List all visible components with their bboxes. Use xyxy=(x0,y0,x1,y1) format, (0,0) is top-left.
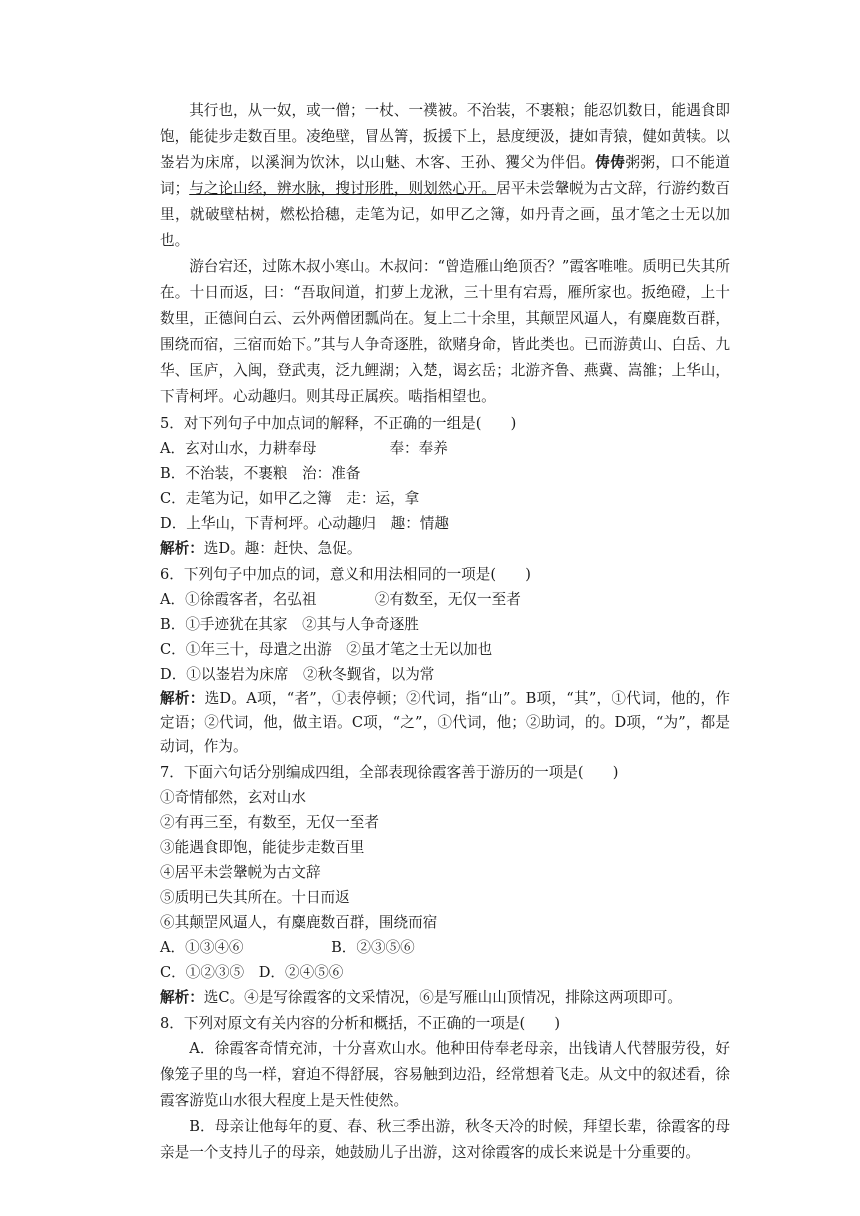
list-item: ①奇情郁然，玄对山水 xyxy=(160,789,306,806)
analysis xyxy=(160,687,730,759)
question-5 xyxy=(160,411,730,561)
option-c: C．①年三十，母遣之出游 ②虽才笔之士无以加也 xyxy=(160,641,493,658)
option-b: B．不治装，不裹粮 治：准备 xyxy=(160,465,361,482)
document-page xyxy=(160,98,730,1166)
text-segment: 居平未尝鞶帨为古文辞，行游约数百里，就破壁枯树，燃松拾穗，走笔为记，如甲乙之簿，如丹青之画，虽才笔之士无以加也。 xyxy=(160,180,730,249)
question-7 xyxy=(160,760,730,1010)
analysis xyxy=(160,536,730,561)
text-segment: 粥粥，口不能道词； xyxy=(160,154,730,197)
question-stem: 8．下列对原文有关内容的分析和概括，不正确的一项是( ) xyxy=(160,1015,561,1032)
list-item: ③能遇食即饱，能徒步走数百里 xyxy=(160,839,365,856)
option-d: D．①以崟岩为床席 ②秋冬觐省，以为常 xyxy=(160,666,435,683)
text-segment: 其行也，从一奴，或一僧；一杖、一襆被。不治装，不裹粮；能忍饥数日，能遇食即饱，能徒步走数百里。凌绝壁，冒丛箐，扳援下上，悬度绠汲，捷如青猿，健如黄犊。以崟岩为床席，以溪涧为饮沐，以山魅、木客、王孙、玃父为伴侣。 xyxy=(160,102,730,171)
analysis-text: 选D。A项，“者”，①表停顿；②代词，指“山”。B项，“其”，①代词，他的，作定语；②代词，他，做主语。C项，“之”，①代词，他；②助词，的。D项，“为”，都是动词，作为。 xyxy=(160,690,730,755)
option-a: A．①徐霞客者，名弘祖 ②有数至，无仅一至者 xyxy=(160,591,521,608)
analysis-label: 解析： xyxy=(160,989,204,1006)
list-item: ④居平未尝鞶帨为古文辞 xyxy=(160,864,321,881)
question-8 xyxy=(160,1011,730,1166)
underlined-text: 与之论山经，辨水脉，搜讨形胜，则划然心开。 xyxy=(189,180,497,197)
question-stem: 6．下列句子中加点的词，意义和用法相同的一项是( ) xyxy=(160,566,531,583)
analysis-label: 解析： xyxy=(160,690,205,707)
option-d: D．上华山，下青柯坪。心动趣归 趣：情趣 xyxy=(160,515,449,532)
options-row-2: C．①②③⑤ D．②④⑤⑥ xyxy=(160,964,344,981)
question-6 xyxy=(160,562,730,759)
analysis-label: 解析： xyxy=(160,540,204,557)
option-a: A．玄对山水，力耕奉母 奉：奉养 xyxy=(160,440,448,457)
list-item: ⑤质明已失其所在。十日而返 xyxy=(160,889,350,906)
list-item: ⑥其颠罡风逼人，有麋鹿数百群，围绕而宿 xyxy=(160,914,438,931)
question-stem: 7．下面六句话分别编成四组，全部表现徐霞客善于游历的一项是( ) xyxy=(160,764,619,781)
analysis-text: 选C。④是写徐霞客的文采情况，⑥是写雁山山顶情况，排除这两项即可。 xyxy=(203,989,682,1006)
option-b: B．母亲让他每年的夏、春、秋三季出游，秋冬天冷的时候，拜望长辈，徐霞客的母亲是一个支持儿子的母亲，她鼓励儿子出游，这对徐霞客的成长来说是十分重要的。 xyxy=(160,1118,730,1161)
option-a: A．徐霞客奇情充沛，十分喜欢山水。他种田侍奉老母亲，出钱请人代替服劳役，好像笼子里的鸟一样，窘迫不得舒展，容易触到边沿，经常想着飞走。从文中的叙述看，徐霞客游览山水很大程度上是天性使然。 xyxy=(160,1040,730,1109)
passage-paragraph-2: 游台宕还，过陈木叔小寒山。木叔问：“曾造雁山绝顶否？”霞客唯唯。质明已失其所在。十日而返，曰：“吾取间道，扪萝上龙湫，三十里有宕焉，雁所家也。扳绝磴，上十数里，正德间白云、云外两僧团瓢尚在。复上二十余里，其颠罡风逼人，有麋鹿数百群，围绕而宿，三宿而始下。”其与人争奇逐胜，欲赌身命，皆此类也。已而游黄山、白岳、九华、匡庐，入闽，登武夷，泛九鲤湖；入楚，谒玄岳；北游齐鲁、燕冀、嵩雒；上华山，下青柯坪。心动趣归。则其母正属疾。啮指相望也。 xyxy=(160,258,730,405)
option-c: C．走笔为记，如甲乙之簿 走：运，拿 xyxy=(160,490,420,507)
options-row-1: A．①③④⑥ B．②③⑤⑥ xyxy=(160,939,415,956)
question-stem: 5．对下列句子中加点词的解释，不正确的一组是( ) xyxy=(160,415,517,432)
option-b: B．①手迹犹在其家 ②其与人争奇逐胜 xyxy=(160,616,419,633)
bold-text: 俦俦 xyxy=(595,154,626,171)
passage-paragraph-1 xyxy=(160,98,730,254)
analysis-text: 选D。趣：赶快、急促。 xyxy=(203,540,362,557)
list-item: ②有再三至，有数至，无仅一至者 xyxy=(160,814,379,831)
analysis xyxy=(160,985,730,1010)
